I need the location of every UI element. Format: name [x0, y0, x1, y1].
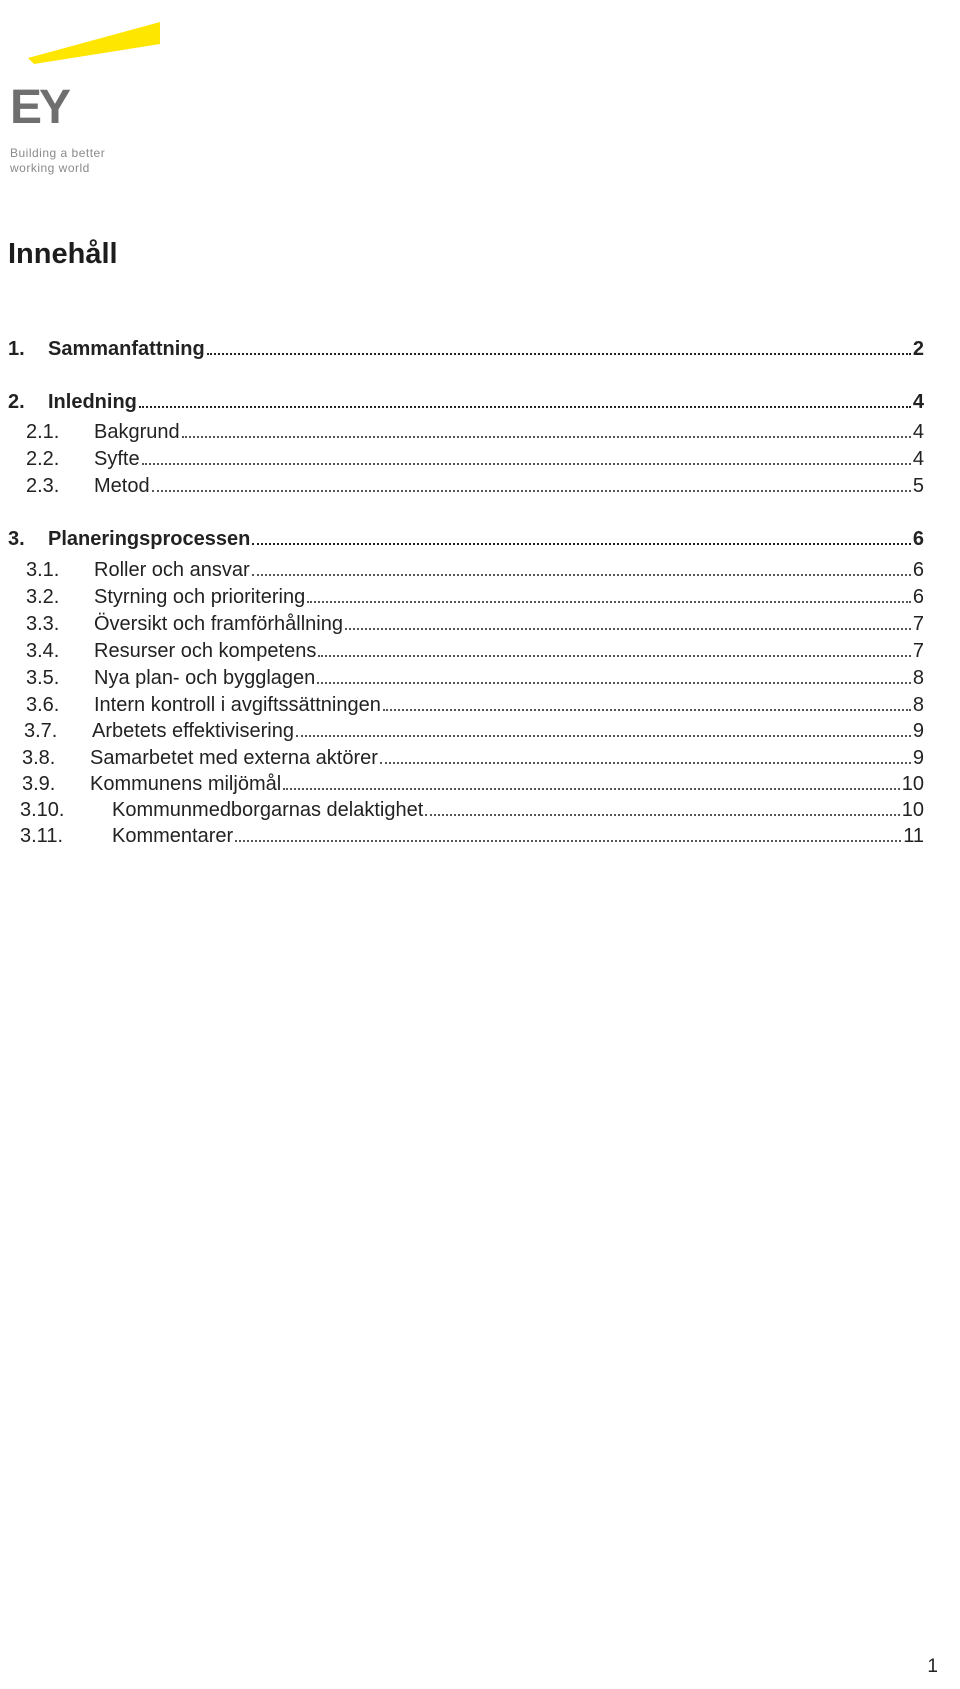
ey-logo	[10, 18, 160, 183]
toc-leader-dots	[182, 436, 911, 438]
toc-entry-label: Intern kontroll i avgiftssättningen	[94, 694, 381, 716]
toc-title: Innehåll	[8, 238, 118, 270]
toc-leader-dots	[380, 762, 911, 764]
toc-entry-3-9[interactable]	[22, 772, 924, 796]
toc-leader-dots	[252, 574, 911, 576]
toc-entry-3-2[interactable]	[26, 585, 924, 609]
toc-entry-number: 3.2.	[26, 586, 60, 608]
toc-entry-2-1[interactable]	[26, 420, 924, 444]
toc-entry-number: 2.1.	[26, 421, 60, 443]
logo-letters: EY	[10, 81, 69, 134]
toc-entry-page: 5	[912, 475, 924, 497]
toc-entry-page: 4	[912, 448, 924, 470]
toc-entry-page: 8	[912, 694, 924, 716]
toc-entry-number: 3.11.	[20, 825, 63, 847]
toc-entry-label: Planeringsprocessen	[48, 528, 251, 550]
toc-leader-dots	[317, 682, 911, 684]
toc-entry-page: 2	[912, 338, 924, 360]
page-number: 1	[927, 1656, 938, 1677]
toc-entry-label: Kommunens miljömål	[90, 773, 282, 795]
toc-entry-label: Nya plan- och bygglagen	[94, 667, 316, 689]
toc-entry-number: 2.	[8, 391, 25, 413]
toc-leader-dots	[139, 406, 911, 408]
toc-entry-3-3[interactable]	[26, 612, 924, 636]
toc-entry-page: 10	[901, 799, 924, 821]
toc-entry-3-7[interactable]	[24, 719, 924, 743]
toc-entry-number: 3.7.	[24, 720, 58, 742]
toc-entry-label: Bakgrund	[94, 421, 180, 443]
toc-leader-dots	[252, 543, 911, 545]
toc-entry-number: 3.3.	[26, 613, 60, 635]
toc-entry-number: 3.4.	[26, 640, 60, 662]
toc-entry-label: Metod	[94, 475, 150, 497]
toc-entry-number: 3.8.	[22, 747, 56, 769]
toc-entry-page: 7	[912, 640, 924, 662]
toc-entry-3-6[interactable]	[26, 693, 924, 717]
toc-entry-number: 1.	[8, 338, 25, 360]
logo-tagline	[10, 146, 105, 176]
toc-entry-3[interactable]	[8, 527, 924, 551]
toc-leader-dots	[235, 840, 901, 842]
toc-entry-page: 9	[912, 747, 924, 769]
ey-logo-beam-icon	[24, 18, 164, 66]
toc-entry-2[interactable]	[8, 390, 924, 414]
toc-entry-page: 11	[903, 825, 924, 847]
toc-entry-page: 4	[912, 421, 924, 443]
toc-entry-number: 3.10.	[20, 799, 65, 821]
toc-entry-label: Kommunmedborgarnas delaktighet	[112, 799, 424, 821]
logo-tagline-line1: Building a better	[10, 146, 106, 160]
toc-entry-3-10[interactable]	[20, 798, 924, 822]
toc-entry-label: Samarbetet med externa aktörer	[90, 747, 378, 769]
toc-entry-label: Översikt och framförhållning	[94, 613, 343, 635]
toc-leader-dots	[152, 490, 911, 492]
toc-entry-label: Sammanfattning	[48, 338, 205, 360]
toc-entry-3-5[interactable]	[26, 666, 924, 690]
toc-entry-label: Resurser och kompetens	[94, 640, 317, 662]
toc-entry-3-4[interactable]	[26, 639, 924, 663]
toc-leader-dots	[345, 628, 911, 630]
toc-entry-2-3[interactable]	[26, 474, 924, 498]
toc-entry-number: 2.3.	[26, 475, 60, 497]
toc-leader-dots	[283, 788, 900, 790]
toc-entry-number: 3.1.	[26, 559, 60, 581]
toc-entry-page: 4	[912, 391, 924, 413]
toc-entry-page: 8	[912, 667, 924, 689]
toc-leader-dots	[307, 601, 911, 603]
toc-leader-dots	[207, 353, 911, 355]
toc-entry-label: Arbetets effektivisering	[92, 720, 294, 742]
toc-entry-number: 2.2.	[26, 448, 60, 470]
toc-entry-label: Styrning och prioritering	[94, 586, 306, 608]
toc-entry-1[interactable]	[8, 337, 924, 361]
toc-entry-page: 6	[912, 559, 924, 581]
toc-entry-3-11[interactable]	[20, 824, 924, 848]
toc-entry-label: Roller och ansvar	[94, 559, 250, 581]
toc-entry-3-8[interactable]	[22, 746, 924, 770]
toc-entry-page: 6	[912, 528, 924, 550]
toc-entry-page: 10	[901, 773, 924, 795]
toc-entry-number: 3.6.	[26, 694, 60, 716]
toc-leader-dots	[383, 709, 911, 711]
toc-entry-label: Syfte	[94, 448, 140, 470]
toc-entry-page: 6	[912, 586, 924, 608]
toc-entry-label: Inledning	[48, 391, 137, 413]
toc-entry-number: 3.	[8, 528, 25, 550]
toc-entry-number: 3.9.	[22, 773, 56, 795]
toc-entry-page: 7	[912, 613, 924, 635]
toc-leader-dots	[318, 655, 911, 657]
toc-leader-dots	[142, 463, 911, 465]
toc-entry-page: 9	[912, 720, 924, 742]
toc-entry-3-1[interactable]	[26, 558, 924, 582]
toc-entry-label: Kommentarer	[112, 825, 234, 847]
toc-leader-dots	[296, 735, 911, 737]
toc-entry-2-2[interactable]	[26, 447, 924, 471]
logo-tagline-line2: working world	[10, 161, 90, 175]
toc-leader-dots	[425, 814, 899, 816]
toc-entry-number: 3.5.	[26, 667, 60, 689]
